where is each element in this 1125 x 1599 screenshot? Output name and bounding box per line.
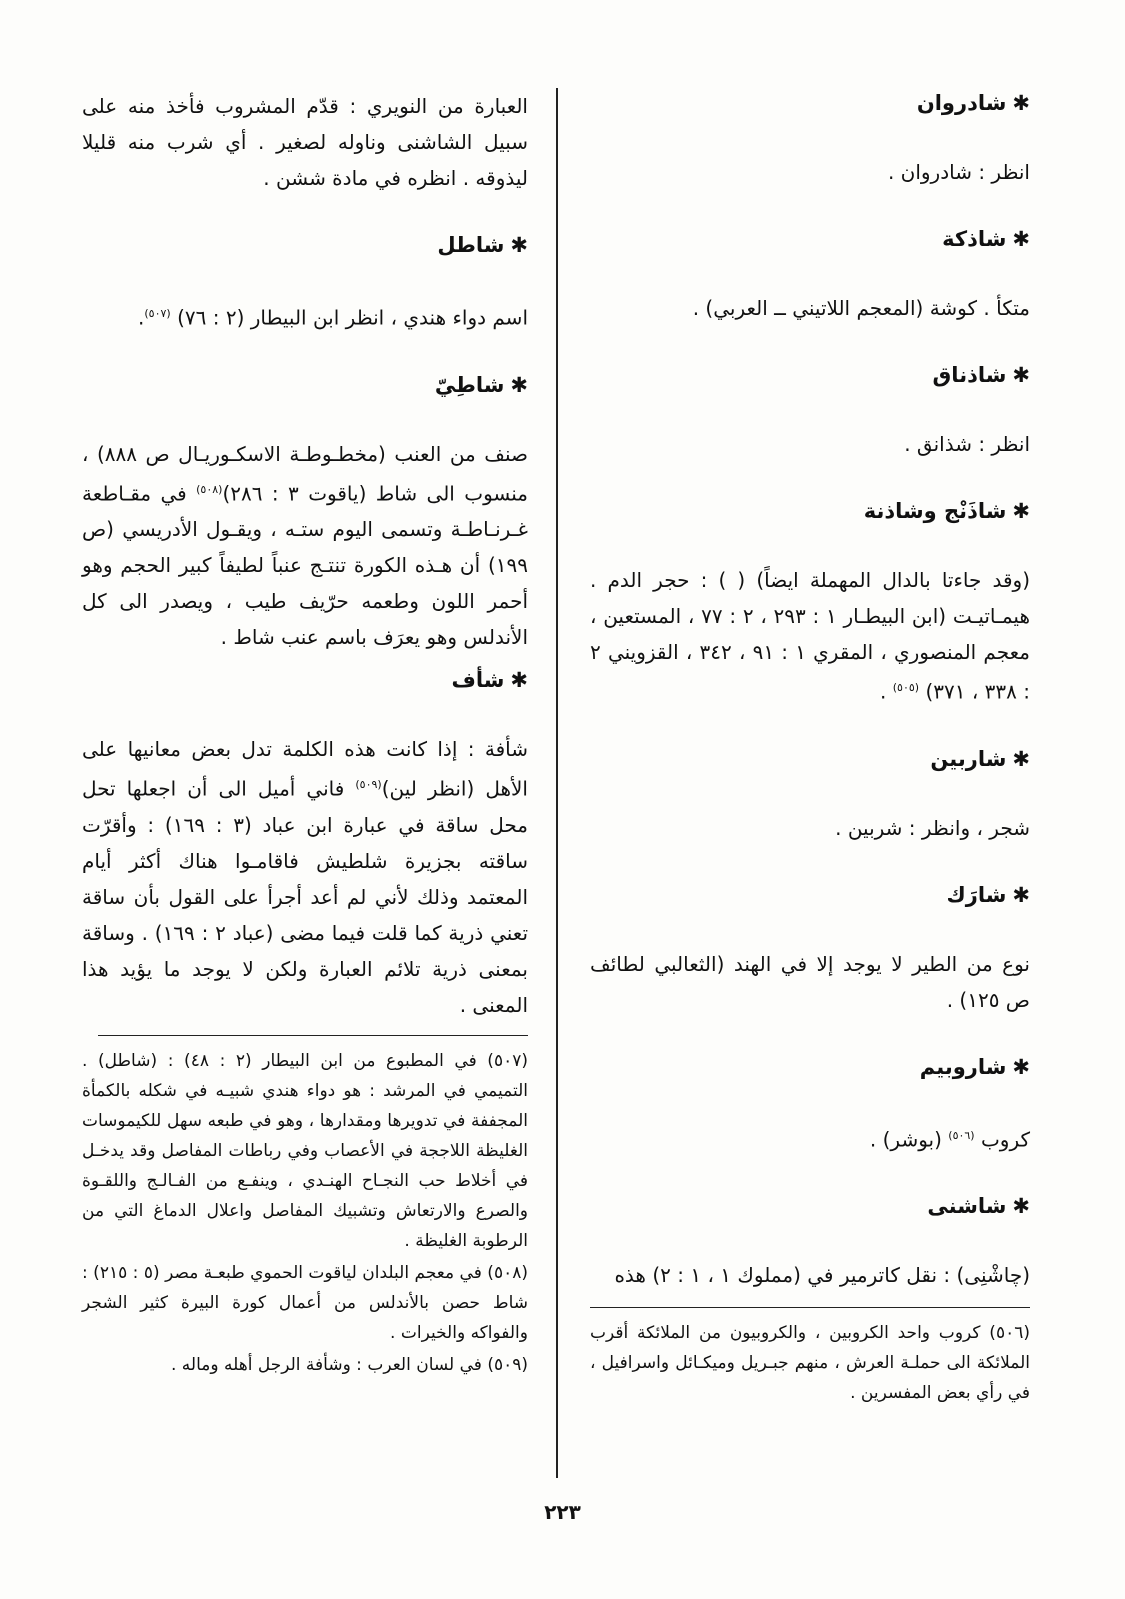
- footnote-ref: (٥٠٩): [355, 778, 382, 792]
- entry-body: انظر : شذانق .: [904, 432, 1030, 456]
- entry-shadhnaq: [590, 360, 1030, 462]
- right-column: [590, 88, 1030, 1410]
- footnote-507: (٥٠٧) في المطبوع من ابن البيطار (٢ : ٤٨) : (شاطل) . التميمي في المرشد : هو دواء هندي شبيـه في شكله بالكمأة المجففة في تدويرها ومقدارها ، وهو في طبعه سهل للكيموسات الغليظة اللاججة في الأعصاب وفي رباطات المفاصل وقد يدخـل في أخلاط حب النجـاح الهنـدي ، وينفـع من الفـالـج واللقـوة والصرع والارتعاش وتشبيك المفاصل واعلال الدماغ التي من الرطوبة الغليظة .: [82, 1050, 528, 1251]
- entry-shadhaka: [590, 224, 1030, 326]
- column-divider: [556, 88, 558, 1478]
- entry-heading: شاربين: [930, 746, 1007, 771]
- footnote-508: (٥٠٨) في معجم البلدان لياقوت الحموي طبعـة مصر (٥ : ٢١٥) : شاط حصن بالأندلس من أعمال كورة البيرة كثير الشجر والفواكه والخيرات .: [82, 1262, 528, 1343]
- entry-body: (چاشْنِى) : نقل كاترمير في (مملوك ١ ، ١ : ٢) هذه: [614, 1263, 1030, 1288]
- entry-body: (وقد جاءتا بالدال المهملة ايضاً) ( ) : حجر الدم . هيمـاتيـت (ابن البيطـار ١ : ٢٩٣ ، ٢ : ٧٧ ، المستعين ، معجم المنصوري ، المقري ١ : ٩١ ، ٣٤٢ ، القزويني ٢ : ٣٣٨ ، ٣٧١) $^{(٥٠٥)}$ .: [590, 568, 1031, 704]
- entry-star-icon: ✱: [1012, 1194, 1030, 1219]
- footnote-509: (٥٠٩) في لسان العرب : وشأفة الرجل أهله وماله .: [171, 1354, 528, 1375]
- entry-body: شجر ، وانظر : شربين .: [835, 815, 1030, 840]
- entry-star-icon: ✱: [1012, 499, 1030, 523]
- entry-sharubim: [590, 1052, 1030, 1158]
- footnote-rule: [590, 1307, 1030, 1308]
- entry-heading: شاطل: [437, 233, 505, 257]
- entry-heading: شاطِيّ: [434, 372, 505, 397]
- entry-heading: شأف: [451, 668, 505, 693]
- entry-body: نوع من الطير لا يوجد إلا في الهند (الثعالبي لطائف ص ١٢٥) .: [590, 951, 1030, 1012]
- entry-star-icon: ✱: [1012, 882, 1030, 907]
- entry-body: صنف من العنب (مخطـوطـة الاسكـوريـال ص ٨٨٨) ، منسوب الى شاط (ياقوت ٣ : ٢٨٦)$^{(٥٠٨)}$ في مقـاطعة غـرنـاطـة وتسمى اليوم ستـه ، ويقـول الأدريسي (ص ١٩٩) أن هـذه الكورة تنتـج عنباً لطيفاً كبير الحجم وهو أحمر اللون وطعمه حرّيف طيب ، ويصدر الى كل الأندلس وهو يعرَف باسم عنب شاط .: [82, 441, 529, 650]
- entry-heading: شاذكة: [942, 227, 1007, 251]
- entry-star-icon: ✱: [1012, 227, 1030, 251]
- entry-body: كروب $^{(٥٠٦)}$ (بوشر) .: [869, 1127, 1030, 1152]
- footnote-ref: (٥٠٨): [196, 482, 223, 496]
- entry-shadhanj: [590, 496, 1030, 710]
- entry-sharbin: [590, 744, 1030, 846]
- entry-heading: شاذناق: [932, 363, 1007, 387]
- continued-text: العبارة من النويري : قدّم المشروب فأخذ منه على سبيل الشاشنى وناوله لصغير . أي شرب منه قليلا ليذوقه . انظره في مادة ششن .: [82, 94, 528, 190]
- entry-star-icon: ✱: [1012, 91, 1030, 115]
- entry-shashni: [590, 1191, 1030, 1293]
- entry-heading: شادروان: [916, 91, 1007, 115]
- entry-sharak: [590, 880, 1030, 1018]
- entry-shatil: [82, 230, 528, 336]
- entry-heading: شارَك: [946, 882, 1007, 907]
- entry-heading: شاشنى: [927, 1194, 1007, 1219]
- entry-star-icon: ✱: [1012, 746, 1030, 771]
- entry-body: اسم دواء هندي ، انظر ابن البيطار (٢ : ٧٦) $^{(٥٠٧)}$.: [138, 305, 528, 330]
- left-column: [82, 88, 528, 1382]
- entry-star-icon: ✱: [510, 233, 528, 257]
- entry-body: انظر : شادروان .: [887, 160, 1030, 184]
- entry-star-icon: ✱: [1012, 1054, 1030, 1079]
- entry-star-icon: ✱: [1012, 363, 1030, 387]
- entry-star-icon: ✱: [510, 372, 528, 397]
- footnote-rule: [98, 1035, 528, 1036]
- page-number: ٢٢٣: [544, 1500, 581, 1524]
- entry-heading: شاذَنْج وشاذنة: [863, 499, 1007, 523]
- footnote-ref: (٥٠٥): [892, 681, 920, 694]
- footnote-ref: (٥٠٦): [948, 1128, 975, 1142]
- entry-shaf: [82, 665, 528, 1023]
- entry-body: متكأ . كوشة (المعجم اللاتيني ــ العربي) .: [692, 296, 1030, 320]
- entry-heading: شاروبيم: [919, 1054, 1007, 1079]
- footnote-ref: (٥٠٧): [144, 307, 171, 320]
- entry-shadirwan: [590, 88, 1030, 190]
- footnote-506: (٥٠٦) كروب واحد الكروبين ، والكروبيون من الملائكة أقرب الملائكة الى حملـة العرش ، منهم جبـريل وميكـائل واسرافيل ، في رأي بعض المفسرين .: [590, 1323, 1030, 1404]
- entry-shati: [82, 370, 528, 656]
- entry-star-icon: ✱: [510, 668, 528, 693]
- entry-body: شأفة : إذا كانت هذه الكلمة تدل بعض معانيها على الأهل (انظر لين)$^{(٥٠٩)}$ فاني أميل الى أن اجعلها تحل محل ساقة في عبارة ابن عباد (٣ : ١٦٩) : وأقرّت ساقته بجزيرة شلطيش فاقامـوا هناك أكثر أيام المعتمد وذلك لأني لم أعد أجرأ على القول بأن ساقة تعني ذرية كما قلت فيما مضى (عباد ٢ : ١٦٩) . وساقة بمعنى ذرية تلائم العبارة ولكن لا يوجد ما يؤيد هذا المعنى .: [82, 737, 529, 1017]
